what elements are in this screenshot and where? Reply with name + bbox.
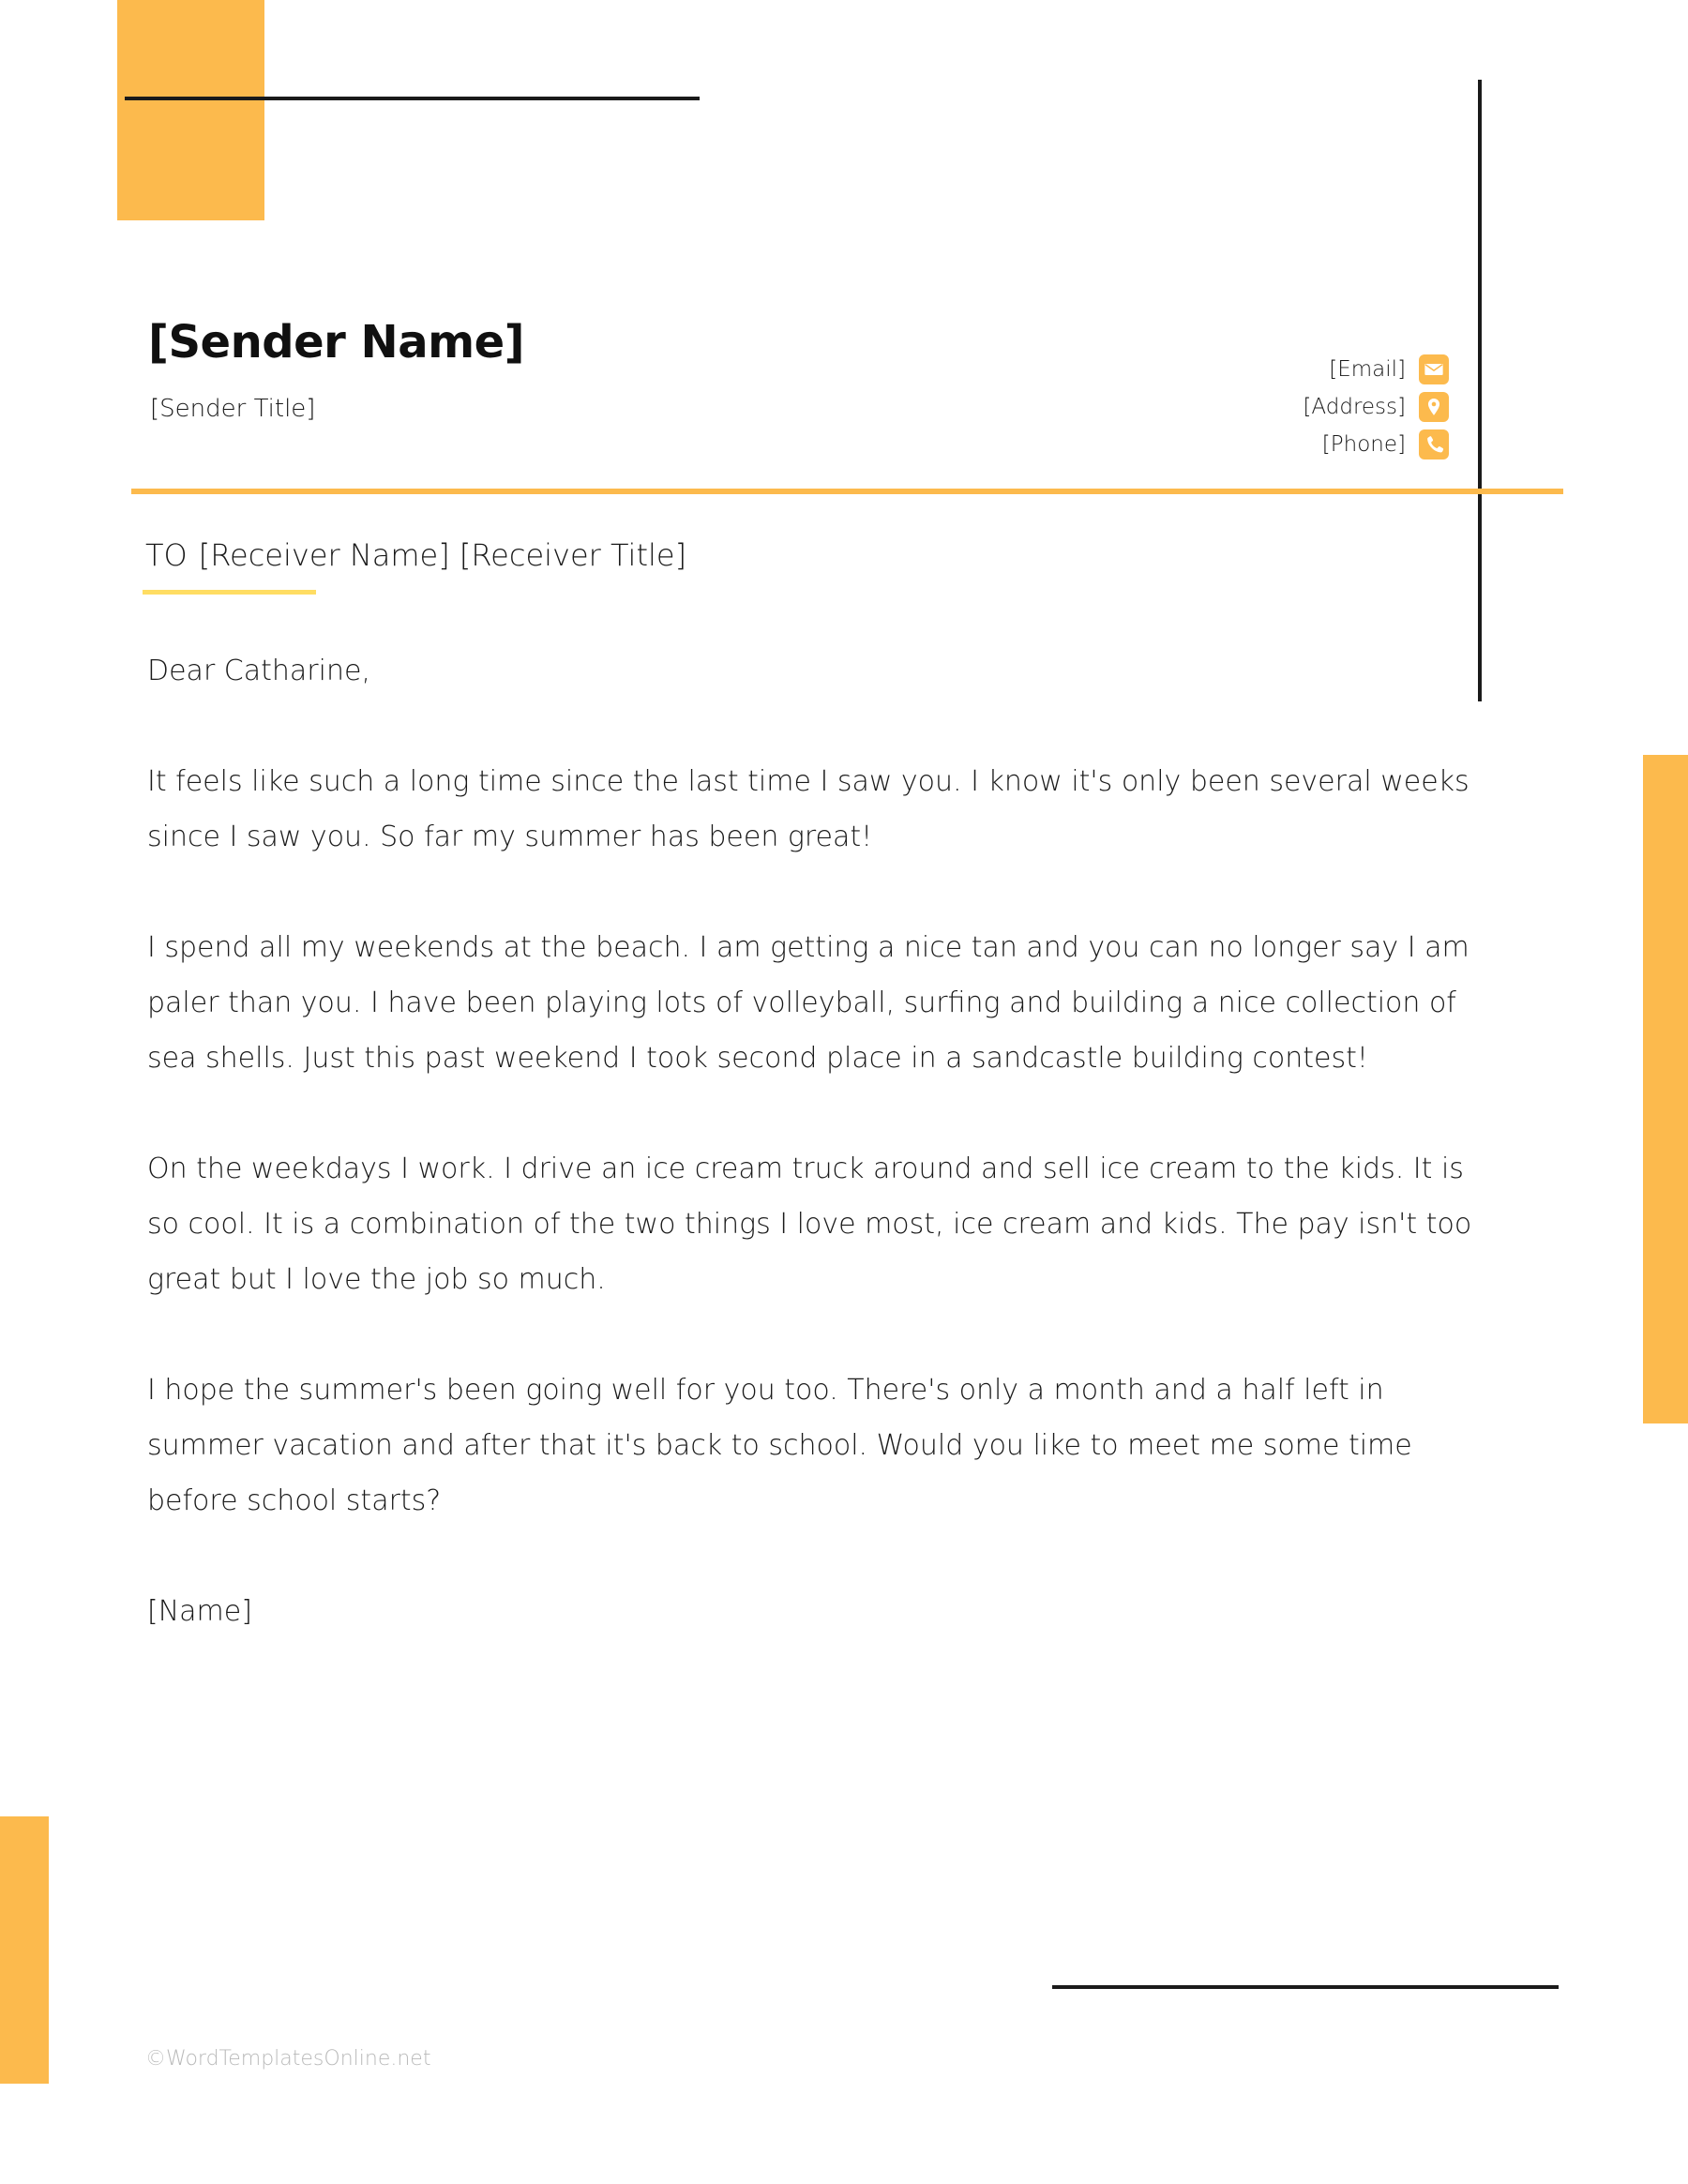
- recipient-underline: [143, 590, 316, 595]
- contact-row-address[interactable]: [1303, 392, 1449, 422]
- decorative-orange-block-top-left: [117, 0, 264, 220]
- salutation: Dear Catharine,: [147, 655, 370, 687]
- contact-label-email: [Email]: [1329, 356, 1406, 382]
- decorative-rule-top: [125, 97, 700, 100]
- receiver-name: [Receiver Name]: [198, 537, 450, 573]
- decorative-rule-bottom: [1052, 1985, 1559, 1989]
- to-label: TO: [145, 537, 188, 573]
- body-paragraph: On the weekdays I work. I drive an ice cream truck around and sell ice cream to the kids. It is so cool. It is a combination of the two things I love most, ice cream and kids. The pay isn't too great but I love the job so much.: [147, 1152, 1472, 1296]
- body-paragraph: It feels like such a long time since the last time I saw you. I know it's only been several weeks since I saw you. So far my summer has been great!: [147, 765, 1469, 853]
- map-pin-icon: [1419, 392, 1449, 422]
- contact-label-phone: [Phone]: [1321, 431, 1406, 457]
- body-paragraph: I spend all my weekends at the beach. I am getting a nice tan and you can no longer say I am paler than you. I have been playing lots of volleyball, surfing and building a nice collection of sea shells. Just this past weekend I took second place in a sandcastle building contest!: [147, 931, 1469, 1075]
- header-divider: [131, 489, 1563, 494]
- contact-row-phone[interactable]: [1322, 429, 1449, 459]
- contact-info-block: [1303, 354, 1449, 459]
- decorative-vertical-rule: [1478, 80, 1482, 701]
- sender-name: [Sender Name]: [148, 316, 525, 369]
- recipient-line: [145, 537, 686, 573]
- decorative-orange-bar-bottom-left: [0, 1816, 49, 2084]
- decorative-orange-bar-right: [1643, 755, 1688, 1423]
- contact-label-address: [Address]: [1303, 394, 1406, 419]
- envelope-icon: [1419, 354, 1449, 384]
- contact-row-email[interactable]: [1329, 354, 1449, 384]
- sender-title: [Sender Title]: [150, 395, 316, 423]
- receiver-title: [Receiver Title]: [459, 537, 687, 573]
- body-paragraph: I hope the summer's been going well for you too. There's only a month and a half left in summer vacation and after that it's back to school. Would you like to meet me some time before school starts?: [147, 1374, 1412, 1517]
- signature: [Name]: [147, 1595, 252, 1628]
- letter-body: [147, 643, 1479, 1639]
- phone-icon: [1419, 429, 1449, 459]
- footer-credit: ©WordTemplatesOnline.net: [145, 2047, 431, 2071]
